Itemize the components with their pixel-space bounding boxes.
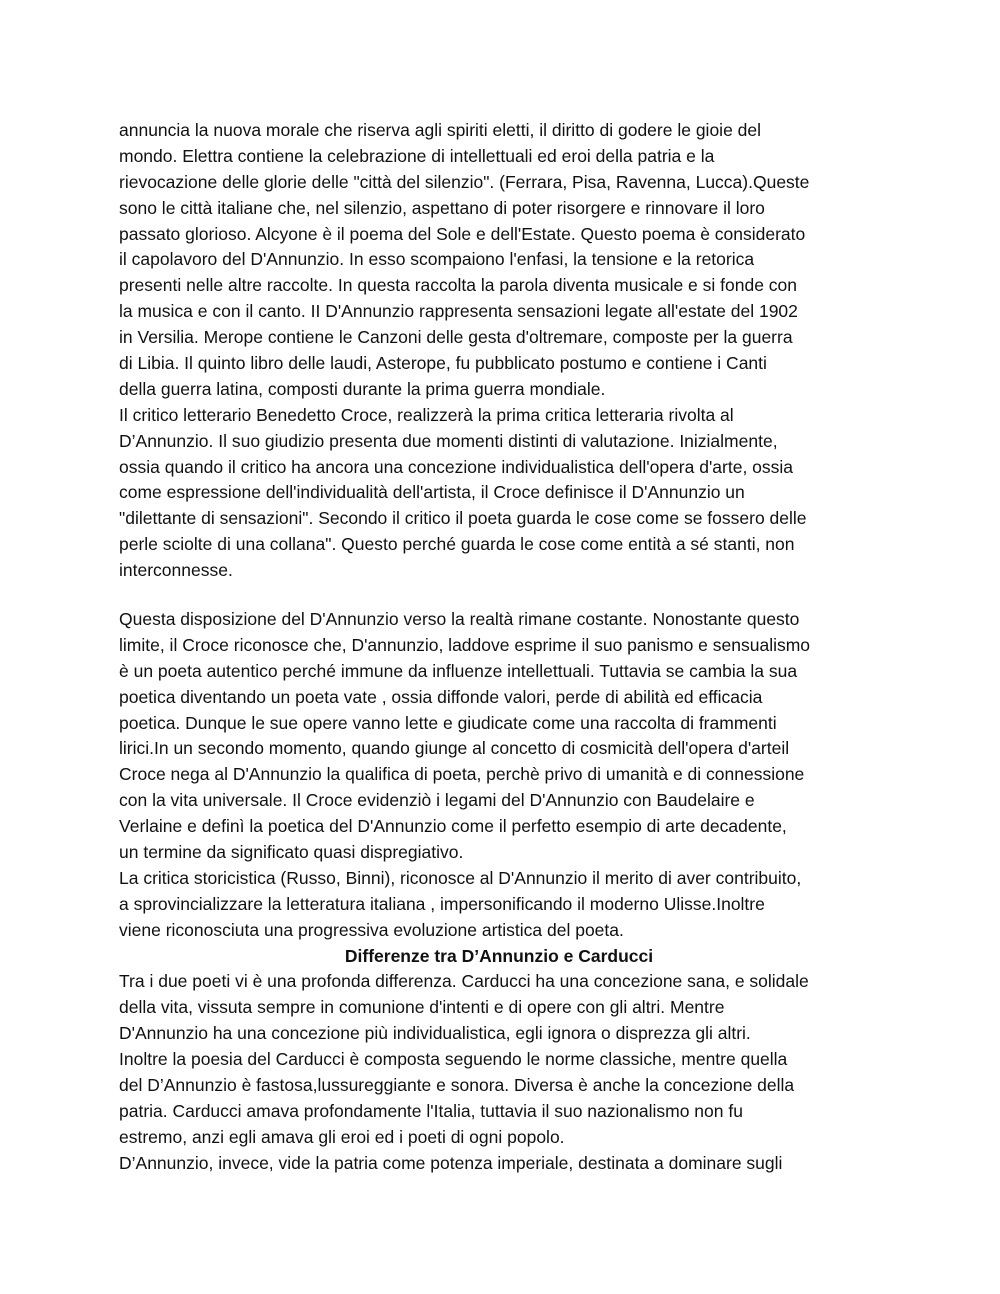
text-line: poetica. Dunque le sue opere vanno lette e giudicate come una raccolta di frammenti [119,712,777,733]
section-heading: Differenze tra D’Annunzio e Carducci [344,945,654,966]
text-line: Il critico letterario Benedetto Croce, realizzerà la prima critica letteraria rivolta al [119,404,734,425]
text-line: a sprovincializzare la letteratura italiana , impersonificando il moderno Ulisse.Inoltre [119,893,765,914]
text-line: con la vita universale. Il Croce evidenziò i legami del D'Annunzio con Baudelaire e [119,790,755,811]
text-line: annuncia la nuova morale che riserva agli spiriti eletti, il diritto di godere le gioie del [119,120,762,140]
text-line: "dilettante di sensazioni". Secondo il critico il poeta guarda le cose come se fossero delle [119,508,807,529]
text-line: della guerra latina, composti durante la prima guerra mondiale. [119,378,606,399]
text-line: Tra i due poeti vi è una profonda differenza. Carducci ha una concezione sana, e solidale [119,971,809,992]
text-line: viene riconosciuta una progressiva evoluzione artistica del poeta. [119,919,624,940]
text-line: della vita, vissuta sempre in comunione d'intenti e di opere con gli altri. Mentre [119,997,725,1018]
text-line: in Versilia. Merope contiene le Canzoni delle gesta d'oltremare, composte per la guerra [119,327,793,348]
paragraph-block-2 [119,607,889,1177]
text-line: è un poeta autentico perché immune da influenze intellettuali. Tuttavia se cambia la sua [119,660,798,681]
text-line: D’Annunzio, invece, vide la patria come potenza imperiale, destinata a dominare sugli [119,1152,783,1173]
text-line: come espressione dell'individualità dell'artista, il Croce definisce il D'Annunzio un [119,482,745,503]
text-line: La critica storicistica (Russo, Binni), riconosce al D'Annunzio il merito di aver contribuito, [119,867,802,888]
text-line: estremo, anzi egli amava gli eroi ed i poeti di ogni popolo. [119,1126,565,1147]
text-line: poetica diventando un poeta vate , ossia diffonde valori, perde di abilità ed efficacia [119,686,763,707]
text-line: lirici.In un secondo momento, quando giunge al concetto di cosmicità dell'opera d'arteil [119,738,790,759]
text-line: D'Annunzio ha una concezione più individualistica, egli ignora o disprezza gli altri. [119,1023,751,1044]
text-line: Inoltre la poesia del Carducci è composta seguendo le norme classiche, mentre quella [119,1049,788,1070]
text-line: la musica e con il canto. II D'Annunzio rappresenta sensazioni legate all'estate del 1902 [119,301,798,322]
text-line: patria. Carducci amava profondamente l'Italia, tuttavia il suo nazionalismo non fu [119,1100,743,1121]
text-line: interconnesse. [119,560,233,581]
text-line: Verlaine e definì la poetica del D'Annunzio come il perfetto esempio di arte decadente, [119,816,787,837]
text-line: passato glorioso. Alcyone è il poema del Sole e dell'Estate. Questo poema è considerato [119,223,806,244]
text-line: Croce nega al D'Annunzio la qualifica di poeta, perchè privo di umanità e di connessione [119,764,805,785]
text-line: presenti nelle altre raccolte. In questa raccolta la parola diventa musicale e si fonde con [119,275,798,296]
text-line: di Libia. Il quinto libro delle laudi, Asterope, fu pubblicato postumo e contiene i Canti [119,353,767,374]
text-line: D’Annunzio. Il suo giudizio presenta due momenti distinti di valutazione. Inizialmente, [119,430,778,451]
text-line: il capolavoro del D'Annunzio. In esso scompaiono l'enfasi, la tensione e la retorica [119,249,755,270]
text-line: un termine da significato quasi dispregiativo. [119,842,464,863]
text-line: perle sciolte di una collana". Questo perché guarda le cose come entità a sé stanti, non [119,534,795,555]
text-line: mondo. Elettra contiene la celebrazione di intellettuali ed eroi della patria e la [119,145,715,166]
text-line: rievocazione delle glorie delle "città del silenzio". (Ferrara, Pisa, Ravenna, Lucca).Queste [119,171,810,192]
text-line: Questa disposizione del D'Annunzio verso la realtà rimane costante. Nonostante questo [119,609,800,629]
text-line: sono le città italiane che, nel silenzio, aspettano di poter risorgere e rinnovare il loro [119,197,765,218]
text-line: limite, il Croce riconosce che, D'annunzio, laddove esprime il suo panismo e sensualismo [119,634,811,655]
text-line: del D’Annunzio è fastosa,lussureggiante e sonora. Diversa è anche la concezione della [119,1075,795,1096]
paragraph-block-1 [119,118,889,584]
text-line: ossia quando il critico ha ancora una concezione individualistica dell'opera d'arte, ossia [119,456,794,477]
